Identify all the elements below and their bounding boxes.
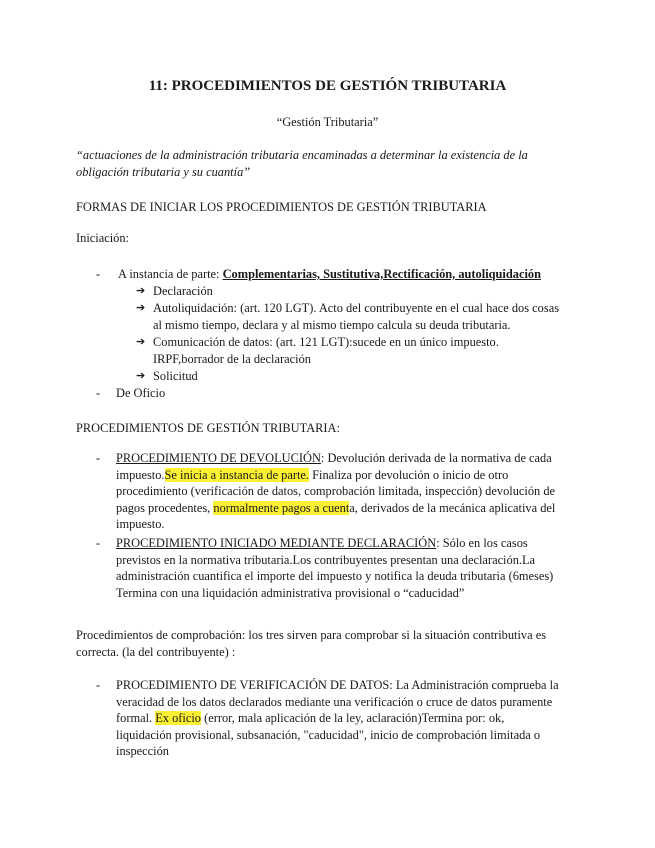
text-line: previstos en la normativa tributaria.Los contribuyentes presentan una declaración.La xyxy=(116,552,536,567)
sub-item-declaracion: Declaración xyxy=(153,284,213,298)
bullet-dash: - xyxy=(96,678,101,692)
text-span: impuesto. xyxy=(116,467,165,482)
text-line: liquidación provisional, subsanación, "caducidad", inicio de comprobación limitada o xyxy=(116,727,541,742)
instancia-types: Complementarias, Sustitutiva,Rectificación, autoliquidación xyxy=(222,267,541,281)
arrow-bullet-icon: ➔ xyxy=(136,302,146,314)
bullet-dash: - xyxy=(96,267,101,281)
sub-item-solicitud: Solicitud xyxy=(153,369,198,383)
text-line: Comunicación de datos: (art. 121 LGT):sucede en un único impuesto. xyxy=(153,335,499,349)
text-span: : Devolución derivada de la normativa de cada xyxy=(320,451,552,465)
formas-heading: FORMAS DE INICIAR LOS PROCEDIMIENTOS DE GESTIÓN TRIBUTARIA xyxy=(76,200,487,214)
list-item-instancia xyxy=(118,266,541,283)
definition-quote xyxy=(76,147,556,180)
text-span: formal. xyxy=(116,711,156,726)
text-line: correcta. (la del contribuyente) : xyxy=(76,644,236,659)
text-line: IRPF,borrador de la declaración xyxy=(153,351,311,366)
arrow-bullet-icon: ➔ xyxy=(136,370,146,382)
procedimientos-heading: PROCEDIMIENTOS DE GESTIÓN TRIBUTARIA: xyxy=(76,421,340,435)
text-line xyxy=(116,710,586,727)
list-item-declaracion xyxy=(116,535,586,601)
highlighted-text: Ex oficio xyxy=(155,711,201,726)
text-line xyxy=(116,500,586,517)
text-line: impuesto. xyxy=(116,517,165,532)
comprobacion-paragraph xyxy=(76,627,576,660)
highlighted-text: normalmente pagos a cuent xyxy=(213,500,350,515)
text-line: administración cuantifica el importe del impuesto y notifica la deuda tributaria (6meses) xyxy=(116,569,554,584)
page-title: 11: PROCEDIMIENTOS DE GESTIÓN TRIBUTARIA xyxy=(148,78,507,94)
quote-line: “actuaciones de la administración tributaria encaminadas a determinar la existencia de la xyxy=(76,148,528,162)
text-line: al mismo tiempo, declara y al mismo tiempo calcula su deuda tributaria. xyxy=(153,317,511,332)
text-span: Finaliza por devolución o inicio de otro xyxy=(309,467,509,482)
quote-line: obligación tributaria y su cuantía” xyxy=(76,164,251,179)
list-item-devolucion xyxy=(116,450,586,533)
subtitle: “Gestión Tributaria” xyxy=(276,115,379,129)
text-span: a, derivados de la mecánica aplicativa del xyxy=(349,500,556,515)
sub-item-comunicacion xyxy=(153,334,499,367)
text-line xyxy=(116,535,586,552)
sub-item-autoliquidacion xyxy=(153,300,559,333)
text-span: : Sólo en los casos xyxy=(436,536,528,550)
term-declaracion: PROCEDIMIENTO INICIADO MEDIANTE DECLARACIÓN xyxy=(116,536,437,550)
instancia-prefix: A instancia de parte: xyxy=(118,267,223,281)
arrow-bullet-icon: ➔ xyxy=(136,285,146,297)
text-span: (error, mala aplicación de la ley, aclaración)Termina por: ok, xyxy=(201,711,505,726)
text-line: procedimiento (verificación de datos, comprobación limitada, inspección) devolución de xyxy=(116,484,556,499)
text-line: Procedimientos de comprobación: los tres sirven para comprobar si la situación contributiva es xyxy=(76,628,547,642)
list-item-verificacion xyxy=(116,677,586,760)
text-line: Autoliquidación: (art. 120 LGT). Acto del contribuyente en el cual hace dos cosas xyxy=(153,301,560,315)
bullet-dash: - xyxy=(96,451,101,465)
text-line: Termina con una liquidación administrativa provisional o “caducidad” xyxy=(116,585,465,600)
text-line: inspección xyxy=(116,744,169,759)
bullet-dash: - xyxy=(96,536,101,550)
text-span: pagos procedentes, xyxy=(116,500,214,515)
term-devolucion: PROCEDIMIENTO DE DEVOLUCIÓN xyxy=(116,451,321,465)
highlighted-text: Se inicia a instancia de parte. xyxy=(164,467,310,482)
arrow-bullet-icon: ➔ xyxy=(136,336,146,348)
text-line xyxy=(116,450,586,467)
list-item-de-oficio: De Oficio xyxy=(116,386,166,400)
bullet-dash: - xyxy=(96,386,101,400)
text-line: PROCEDIMIENTO DE VERIFICACIÓN DE DATOS: La Administración comprueba la xyxy=(116,678,559,692)
text-line xyxy=(116,467,586,484)
iniciacion-label: Iniciación: xyxy=(76,231,129,245)
text-line: veracidad de los datos declarados mediante una verificación o cruce de datos puramente xyxy=(116,694,553,709)
